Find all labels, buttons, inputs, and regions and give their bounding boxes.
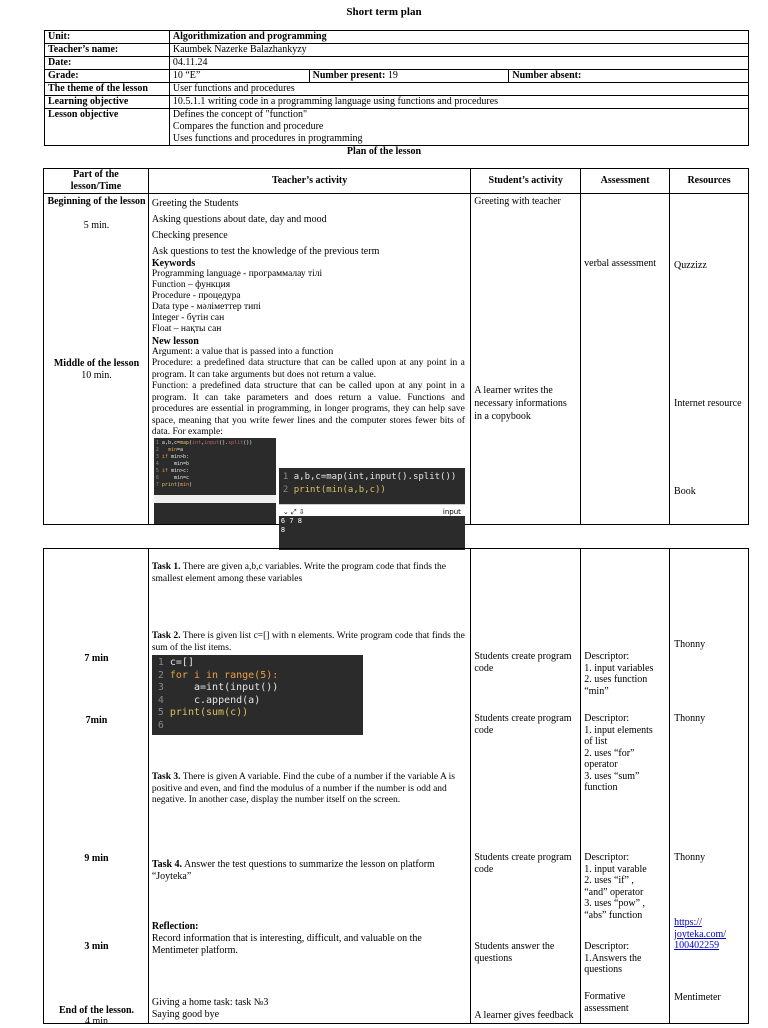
beginning-part: Beginning of the lesson bbox=[47, 196, 146, 207]
code-screenshot-right: 1 a,b,c=map(int,input().split()) 2 print(min(a,b,c)) bbox=[279, 468, 465, 504]
student-activity: Students create program code bbox=[474, 651, 572, 674]
function-definition: Function: a predefined data structure that can be called upon at any point in a program. It can take parameters and does return a value. Functions and procedures are essential in programming, in longer programs, they can help save space, meaning that you write fewer lines and the computer stores fewer bits of data. For example: bbox=[151, 381, 465, 437]
code-line: print(min(a,b,c)) bbox=[293, 485, 386, 495]
learning-objective-label: Learning objective bbox=[45, 96, 170, 109]
student-activity: A learner gives feedback bbox=[474, 1010, 574, 1021]
code-line: c.append(a) bbox=[193, 694, 261, 706]
date-value: 04.11.24 bbox=[169, 57, 748, 70]
beginning-line: Greeting the Students bbox=[151, 198, 239, 209]
task-2: Task 2. There is given list c=[] with n elements. Write program code that finds the sum of the list items. bbox=[151, 631, 465, 653]
number-absent: Number absent: bbox=[509, 70, 749, 83]
task2-code-screenshot: 1 c=[] 2 for i in range(5): 3 a=int(input()) 4 c.append(a) 5 print(sum(c)) 6 bbox=[152, 655, 363, 735]
beginning-line: Asking questions about date, day and mood bbox=[151, 214, 327, 225]
keyword-item: Programming language - программалау тілі bbox=[151, 269, 323, 279]
keyword-item: Function – функция bbox=[151, 280, 231, 290]
teacher-value: Kaumbek Nazerke Balazhankyzy bbox=[169, 44, 748, 57]
part-cell bbox=[44, 194, 149, 525]
task-3: Task 3. There is given A variable. Find the cube of a number if the variable A is positive and even, and find the modulus of a number if the number is odd and negative. In another case, display the number itself on the screen. bbox=[151, 772, 456, 805]
code-line: print(sum(c)) bbox=[169, 707, 249, 718]
resource-book: Book bbox=[674, 486, 696, 497]
verbal-assessment: verbal assessment bbox=[584, 258, 657, 269]
reflection-text: Record information that is interesting, difficult, and valuable on the Mentimeter platform. bbox=[151, 933, 422, 956]
header-resources: Resources bbox=[670, 169, 749, 194]
resource-internet: Internet resource bbox=[674, 398, 742, 409]
student-greeting: Greeting with teacher bbox=[474, 196, 561, 207]
code-line: a=int(input()) bbox=[193, 682, 279, 693]
learning-objective-value: 10.5.1.1 writing code in a programming language using functions and procedures bbox=[169, 96, 748, 109]
resource-thonny: Thonny bbox=[674, 852, 706, 863]
code-screenshot-left: 1 a,b,c=map(int,input().split()) 2 min=a 3 if min>b: 4 min=b 5 if min>c: 6 min=c 7 print(min) bbox=[154, 438, 276, 524]
end-part: End of the lesson. bbox=[58, 1005, 134, 1016]
joyteka-link[interactable]: https:// joyteka.com/ 100402259 bbox=[674, 917, 727, 951]
student-middle-activity: A learner writes the necessary informations in a copybook bbox=[474, 385, 567, 422]
lesson-plan-table bbox=[43, 168, 749, 534]
unit-value: Algorithmization and programming bbox=[169, 31, 748, 44]
teacher-label: Teacher’s name: bbox=[45, 44, 170, 57]
keyword-item: Data type - мәліметтер типі bbox=[151, 302, 261, 312]
task-1: Task 1. There are given a,b,c variables. Write the program code that finds the smallest element among these variables bbox=[151, 562, 446, 584]
tasks-table bbox=[43, 548, 749, 1027]
header-teacher: Teacher’s activity bbox=[148, 169, 470, 194]
task-4: Task 4. Answer the test questions to summarize the lesson on platform “Joyteka” bbox=[151, 859, 435, 882]
date-label: Date: bbox=[45, 57, 170, 70]
teacher-activity-cell bbox=[148, 194, 470, 534]
code-line: for i in range(5): bbox=[169, 669, 279, 681]
formative-assessment: Formative assessment bbox=[584, 991, 629, 1014]
keyword-item: Procedure - процедура bbox=[151, 291, 241, 301]
code-line: a,b,c=map(int,input().split()) bbox=[293, 472, 457, 482]
student-activity: Students create program code bbox=[474, 852, 572, 875]
header-part: Part of the lesson/Time bbox=[44, 169, 149, 194]
student-activity: Students answer the questions bbox=[474, 941, 555, 964]
number-present: Number present: 19 bbox=[309, 70, 509, 83]
resource-thonny: Thonny bbox=[674, 639, 706, 650]
beginning-line: Checking presence bbox=[151, 230, 228, 241]
end-line: Saying good bye bbox=[151, 1009, 220, 1020]
shell-output: 6 7 8 8 bbox=[279, 516, 465, 550]
lesson-info-table bbox=[44, 30, 749, 146]
student-activity-cell bbox=[471, 549, 581, 1024]
resources-cell bbox=[670, 549, 749, 1024]
new-lesson-heading: New lesson bbox=[151, 336, 199, 347]
document-title: Short term plan bbox=[346, 6, 422, 18]
task-time: 7min bbox=[85, 715, 108, 726]
grade-label: Grade: bbox=[45, 70, 170, 83]
lesson-objective-label: Lesson objective bbox=[45, 109, 170, 146]
resource-quizizz: Quzzizz bbox=[674, 260, 707, 271]
end-time: 4 min bbox=[84, 1016, 109, 1027]
tasks-cell bbox=[148, 549, 471, 1024]
task-time: 7 min bbox=[84, 653, 109, 664]
task-time: 3 min bbox=[84, 941, 109, 952]
student-activity-cell bbox=[471, 194, 581, 525]
argument-definition: Argument: a value that is passed into a function bbox=[151, 347, 334, 357]
resource-mentimeter: Mentimeter bbox=[674, 992, 721, 1003]
unit-label: Unit: bbox=[45, 31, 170, 44]
beginning-time: 5 min. bbox=[83, 220, 110, 231]
beginning-line: Ask questions to test the knowledge of the previous term bbox=[151, 246, 380, 257]
theme-label: The theme of the lesson bbox=[45, 83, 170, 96]
descriptor-4: Descriptor: 1.Answers the questions bbox=[584, 941, 642, 975]
procedure-definition: Procedure: a predefined data structure that can be called upon at any point in a program. It can take arguments but does not return a value. bbox=[151, 358, 465, 380]
time-cell bbox=[44, 549, 149, 1027]
task-time: 9 min bbox=[84, 853, 109, 864]
middle-time: 10 min. bbox=[81, 370, 112, 381]
assessment-cell bbox=[581, 549, 670, 1024]
assessment-cell bbox=[581, 194, 670, 525]
grade-value: 10 “E” bbox=[169, 70, 309, 83]
keyword-item: Float – нақты сан bbox=[151, 324, 222, 334]
reflection-heading: Reflection: bbox=[151, 921, 199, 932]
shell-label: input bbox=[442, 508, 461, 516]
descriptor-3: Descriptor: 1. input varable 2. uses “if” , “and” operator 3. uses “pow” , “abs” function bbox=[584, 852, 647, 921]
code-line: c=[] bbox=[169, 657, 194, 668]
middle-part: Middle of the lesson bbox=[53, 358, 140, 369]
resource-thonny: Thonny bbox=[674, 713, 706, 724]
theme-value: User functions and procedures bbox=[169, 83, 748, 96]
header-student: Student’s activity bbox=[471, 169, 581, 194]
descriptor-1: Descriptor: 1. input variables 2. uses function “min” bbox=[584, 651, 654, 697]
resources-cell bbox=[670, 194, 749, 525]
header-assessment: Assessment bbox=[581, 169, 670, 194]
keywords-heading: Keywords bbox=[151, 258, 196, 269]
lesson-objective-value: Defines the concept of "function" Compares the function and procedure Uses functions and procedures in programming bbox=[169, 109, 748, 146]
plan-title: Plan of the lesson bbox=[346, 146, 422, 157]
end-line: Giving a home task: task №3 bbox=[151, 997, 269, 1008]
keyword-item: Integer - бүтін сан bbox=[151, 313, 225, 323]
chevron-down-icon: ⌄ ⤢ ⇩ bbox=[282, 508, 305, 516]
student-activity: Students create program code bbox=[474, 713, 572, 736]
descriptor-2: Descriptor: 1. input elements of list 2. uses “for” operator 3. uses “sum” function bbox=[584, 713, 653, 793]
